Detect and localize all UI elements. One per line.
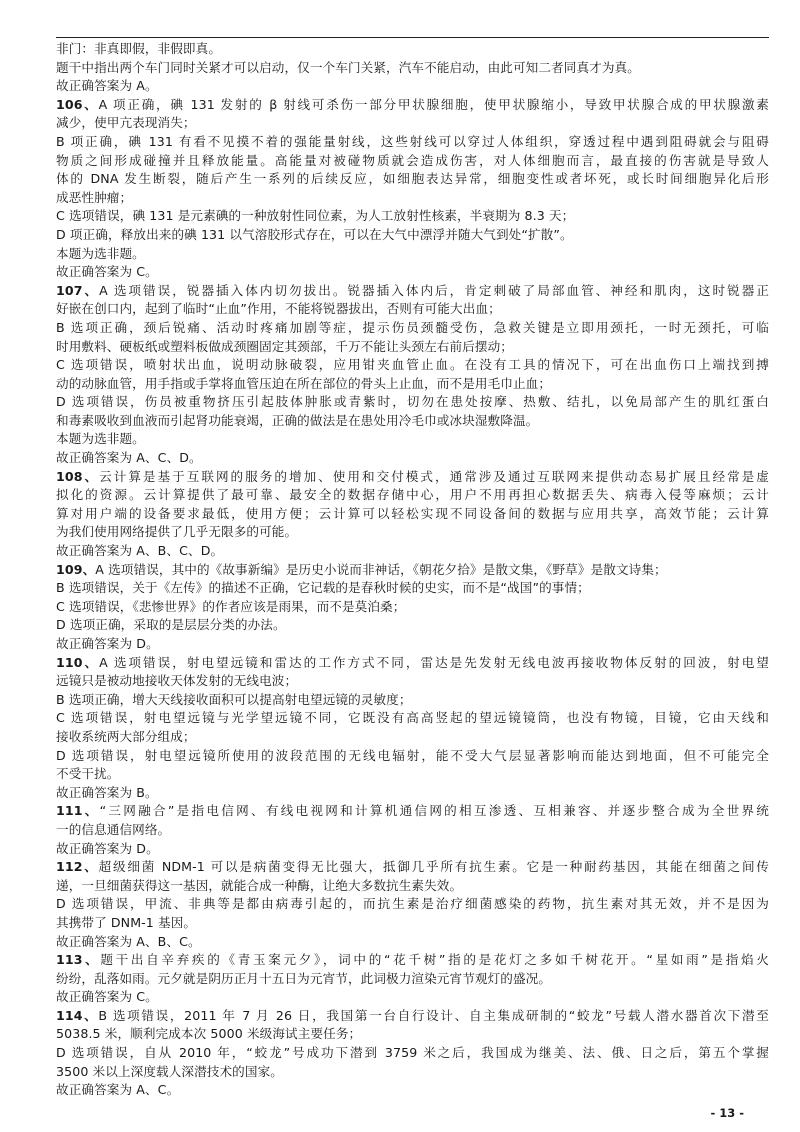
- line-text: 递，一旦细菌获得这一基因，就能合成一种酶，让绝大多数抗生素失效。: [56, 877, 463, 893]
- line-text: B 选项错误，关于《左传》的描述不正确，它记载的是春秋时候的史实，而不是“战国”的事情；: [56, 580, 590, 596]
- line-text: 算对用户端的设备要求最低，使用方便；云计算可以轻松实现不同设备间的数据与应用共享，高效节能；云计算: [56, 505, 769, 521]
- question-number: 108、: [56, 468, 100, 484]
- line-text: 接收系统两大部分组成；: [56, 728, 196, 744]
- line-text: 3500 米以上深度载人深潜技术的国家。: [56, 1063, 283, 1079]
- text-line: [56, 468, 769, 487]
- line-text: 不受干扰。: [56, 766, 120, 782]
- paragraph: [56, 40, 769, 59]
- text-line: [56, 616, 769, 635]
- line-text: 故正确答案为 A、B、C、D。: [56, 543, 224, 559]
- text-line: [56, 802, 769, 821]
- line-text: 故正确答案为 A、C。: [56, 1082, 180, 1098]
- line-text: D 选项错误，射电望远镜所使用的波段范围的无线电辐射，能不受大气层显著影响而能达到地面，但不可能完全: [56, 747, 769, 763]
- paragraph: [56, 430, 769, 449]
- question-paragraph: [56, 561, 769, 580]
- line-text: 和毒素吸收到血液而引起肾功能衰竭，正确的做法是在患处用冷毛巾或冰块湿敷降温。: [56, 412, 539, 428]
- line-text: C 选项错误，碘 131 是元素碘的一种放射性同位素，为人工放射性核素，半衰期为 8.3 天；: [56, 208, 575, 224]
- question-paragraph: [56, 282, 769, 319]
- text-line: [56, 840, 769, 859]
- question-number: 107、: [56, 282, 100, 298]
- text-line: [56, 542, 769, 561]
- question-paragraph: [56, 468, 769, 542]
- line-text: 动的动脉血管，用手指或手掌将血管压迫在所在部位的骨头上止血，而不是用毛巾止血；: [56, 375, 552, 391]
- line-text: 其携带了 DNM-1 基因。: [56, 914, 197, 930]
- text-line: [56, 430, 769, 449]
- line-text: “三网融合”是指电信网、有线电视网和计算机通信网的相互渗透、互相兼容、并逐步整合成为全世界统: [99, 803, 769, 819]
- question-paragraph: [56, 654, 769, 691]
- text-line: [56, 970, 769, 989]
- paragraph: [56, 1081, 769, 1100]
- line-text: 题干出自辛弃疾的《青玉案元夕》，词中的“花千树”指的是花灯之多如千树花开。“星如雨”是指焰火: [100, 952, 769, 968]
- text-line: [56, 207, 769, 226]
- paragraph: [56, 393, 769, 430]
- paragraph: [56, 747, 769, 784]
- line-text: 题干中指出两个车门同时关紧才可以启动，仅一个车门关紧，汽车不能启动，由此可知二者同真才为真。: [56, 59, 640, 75]
- line-text: 故正确答案为 D。: [56, 636, 159, 651]
- paragraph: [56, 226, 769, 245]
- paragraph: [56, 709, 769, 746]
- text-line: [56, 226, 769, 245]
- line-text: 远镜只是被动地接收天体发射的无线电波；: [56, 673, 298, 689]
- question-number: 112、: [56, 859, 99, 875]
- text-line: [56, 1081, 769, 1100]
- line-text: A 选项错误，射电望远镜和雷达的工作方式不同，雷达是先发射无线电波再接收物体反射的回波，射电望: [99, 654, 769, 670]
- line-text: 本题为选非题。: [56, 431, 145, 447]
- line-text: 好嵌在创口内，起到了临时“止血”作用，不能将锐器拔出，否则有可能大出血；: [56, 301, 501, 317]
- text-line: [56, 1063, 769, 1082]
- line-text: 为我们使用网络提供了几乎无限多的可能。: [56, 524, 298, 540]
- text-line: [56, 356, 769, 375]
- question-paragraph: [56, 802, 769, 839]
- line-text: D 选项正确，采取的是层层分类的办法。: [56, 617, 286, 633]
- paragraph: [56, 133, 769, 207]
- line-text: 物质之间形成碰撞并且释放能量。高能量对被碰物质就会造成伤害，对人体细胞而言，最直接的伤害就是导致人: [56, 152, 769, 168]
- line-text: 本题为选非题。: [56, 245, 145, 261]
- line-text: 减少，使甲亢表现消失；: [56, 115, 196, 131]
- line-text: 故正确答案为 B。: [56, 784, 158, 800]
- text-line: [56, 96, 769, 115]
- line-text: C 选项错误，喷射状出血，说明动脉破裂，应用钳夹血管止血。在没有工具的情况下，可在出血伤口上端找到搏: [56, 357, 769, 373]
- text-line: [56, 282, 769, 301]
- line-text: C 选项错误，《悲惨世界》的作者应该是雨果，而不是莫泊桑；: [56, 598, 406, 614]
- paragraph: [56, 77, 769, 96]
- line-text: 云计算是基于互联网的服务的增加、使用和交付模式，通常涉及通过互联网来提供动态易扩展且经常是虚: [99, 468, 769, 484]
- line-text: 成恶性肿瘤；: [56, 189, 133, 205]
- paragraph: [56, 933, 769, 952]
- question-number: 114、: [56, 1007, 99, 1023]
- text-line: [56, 412, 769, 431]
- paragraph: [56, 207, 769, 226]
- text-line: [56, 765, 769, 784]
- question-number: 106、: [56, 96, 99, 112]
- paragraph: [56, 1044, 769, 1081]
- text-line: [56, 691, 769, 710]
- text-line: [56, 114, 769, 133]
- line-text: B 选项正确，增大天线接收面积可以提高射电望远镜的灵敏度；: [56, 691, 412, 707]
- text-line: [56, 821, 769, 840]
- page-number: - 13 -: [710, 1106, 744, 1120]
- line-text: 非门：非真即假，非假即真。: [56, 41, 222, 56]
- question-number: 109、: [56, 561, 96, 577]
- line-text: 超级细菌 NDM-1 可以是病菌变得无比强大，抵御几乎所有抗生素。它是一种耐药基因，其能在细菌之间传: [98, 859, 769, 875]
- text-line: [56, 393, 769, 412]
- text-line: [56, 338, 769, 357]
- paragraph: [56, 598, 769, 617]
- text-line: [56, 263, 769, 282]
- question-paragraph: [56, 1007, 769, 1044]
- text-line: [56, 1044, 769, 1063]
- paragraph: [56, 319, 769, 356]
- text-line: [56, 747, 769, 766]
- paragraph: [56, 988, 769, 1007]
- text-line: [56, 709, 769, 728]
- line-text: 故正确答案为 C。: [56, 989, 158, 1005]
- line-text: 故正确答案为 A。: [56, 78, 158, 94]
- text-line: [56, 933, 769, 952]
- text-line: [56, 914, 769, 933]
- line-text: B 项正确，碘 131 有看不见摸不着的强能量射线，这些射线可以穿过人体组织，穿透过程中遇到阻碍就会与阻碍: [56, 133, 769, 149]
- paragraph: [56, 449, 769, 468]
- text-line: [56, 858, 769, 877]
- header-rule: [56, 37, 769, 38]
- line-text: B 选项错误，2011 年 7 月 26 日，我国第一台自行设计、自主集成研制的“蛟龙”号载人潜水器首次下潜至: [98, 1007, 769, 1023]
- text-line: [56, 505, 769, 524]
- line-text: D 项正确，释放出来的碘 131 以气溶胶形式存在，可以在大气中漂浮并随大气到处“扩散”。: [56, 226, 573, 242]
- text-line: [56, 486, 769, 505]
- text-line: [56, 77, 769, 96]
- text-line: [56, 672, 769, 691]
- line-text: 时用敷料、硬板纸或塑料板做成颈圈固定其颈部，千万不能让头颈左右前后摆动；: [56, 338, 513, 354]
- text-line: [56, 375, 769, 394]
- paragraph: [56, 579, 769, 598]
- text-line: [56, 728, 769, 747]
- text-line: [56, 654, 769, 673]
- text-line: [56, 170, 769, 189]
- line-text: 故正确答案为 D。: [56, 840, 159, 856]
- line-text: 一的信息通信网络。: [56, 821, 171, 837]
- text-line: [56, 523, 769, 542]
- paragraph: [56, 635, 769, 654]
- paragraph: [56, 356, 769, 393]
- text-line: [56, 635, 769, 654]
- paragraph: [56, 263, 769, 282]
- paragraph: [56, 784, 769, 803]
- line-text: A 选项错误，锐器插入体内切勿拔出。锐器插入体内后，肯定刺破了局部血管、神经和肌肉，这时锐器正: [99, 282, 769, 298]
- text-line: [56, 319, 769, 338]
- line-text: 5038.5 米，顺利完成本次 5000 米级海试主要任务；: [56, 1026, 362, 1042]
- question-number: 111、: [56, 803, 100, 819]
- text-line: [56, 1007, 769, 1026]
- line-text: 故正确答案为 A、B、C。: [56, 933, 201, 949]
- text-line: [56, 133, 769, 152]
- question-paragraph: [56, 858, 769, 895]
- paragraph: [56, 245, 769, 264]
- paragraph: [56, 691, 769, 710]
- line-text: D 选项错误，甲流、非典等是都由病毒引起的，而抗生素是治疗细菌感染的药物，抗生素对其无效，并不是因为: [56, 896, 769, 912]
- text-line: [56, 579, 769, 598]
- text-line: [56, 877, 769, 896]
- question-number: 110、: [56, 654, 100, 670]
- line-text: 故正确答案为 A、C、D。: [56, 450, 202, 466]
- paragraph: [56, 542, 769, 561]
- text-line: [56, 245, 769, 264]
- line-text: 拟化的资源。云计算提供了最可靠、最安全的数据存储中心，用户不用再担心数据丢失、病毒入侵等麻烦；云计: [56, 487, 769, 503]
- text-line: [56, 951, 769, 970]
- question-number: 113、: [56, 952, 101, 968]
- line-text: D 选项错误，自从 2010 年，“蛟龙”号成功下潜到 3759 米之后，我国成为继美、法、俄、日之后，第五个掌握: [56, 1045, 769, 1061]
- text-line: [56, 449, 769, 468]
- line-text: 纷纷，乱落如雨。元夕就是阴历正月十五日为元宵节，此词极力渲染元宵节观灯的盛况。: [56, 970, 552, 986]
- question-paragraph: [56, 96, 769, 133]
- line-text: C 选项错误，射电望远镜与光学望远镜不同，它既没有高高竖起的望远镜镜筒，也没有物镜，目镜，它由天线和: [56, 710, 769, 726]
- paragraph: [56, 895, 769, 932]
- line-text: B 选项正确，颈后锐痛、活动时疼痛加剧等症，提示伤员颈髓受伤，急救关键是立即用颈托，一时无颈托，可临: [56, 319, 769, 335]
- text-line: [56, 152, 769, 171]
- document-body: [56, 40, 769, 1100]
- line-text: A 项正确，碘 131 发射的 β 射线可杀伤一部分甲状腺细胞，使甲状腺缩小，导致甲状腺合成的甲状腺激素: [98, 96, 769, 112]
- line-text: 故正确答案为 C。: [56, 264, 158, 280]
- text-line: [56, 189, 769, 208]
- text-line: [56, 895, 769, 914]
- text-line: [56, 784, 769, 803]
- text-line: [56, 561, 769, 580]
- text-line: [56, 40, 769, 59]
- paragraph: [56, 840, 769, 859]
- line-text: D 选项错误，伤员被重物挤压引起肢体肿胀或青紫时，切勿在患处按摩、热敷、结扎，以免局部产生的肌红蛋白: [56, 394, 769, 410]
- question-paragraph: [56, 951, 769, 988]
- paragraph: [56, 616, 769, 635]
- paragraph: [56, 59, 769, 78]
- text-line: [56, 59, 769, 78]
- text-line: [56, 598, 769, 617]
- line-text: A 选项错误，其中的《故事新编》是历史小说而非神话，《朝花夕拾》是散文集，《野草》是散文诗集；: [95, 561, 667, 577]
- text-line: [56, 300, 769, 319]
- text-line: [56, 1025, 769, 1044]
- line-text: 体的 DNA 发生断裂，随后产生一系列的后续反应，如细胞表达异常，细胞变性或者坏死，或长时间细胞异化后形: [56, 171, 769, 187]
- text-line: [56, 988, 769, 1007]
